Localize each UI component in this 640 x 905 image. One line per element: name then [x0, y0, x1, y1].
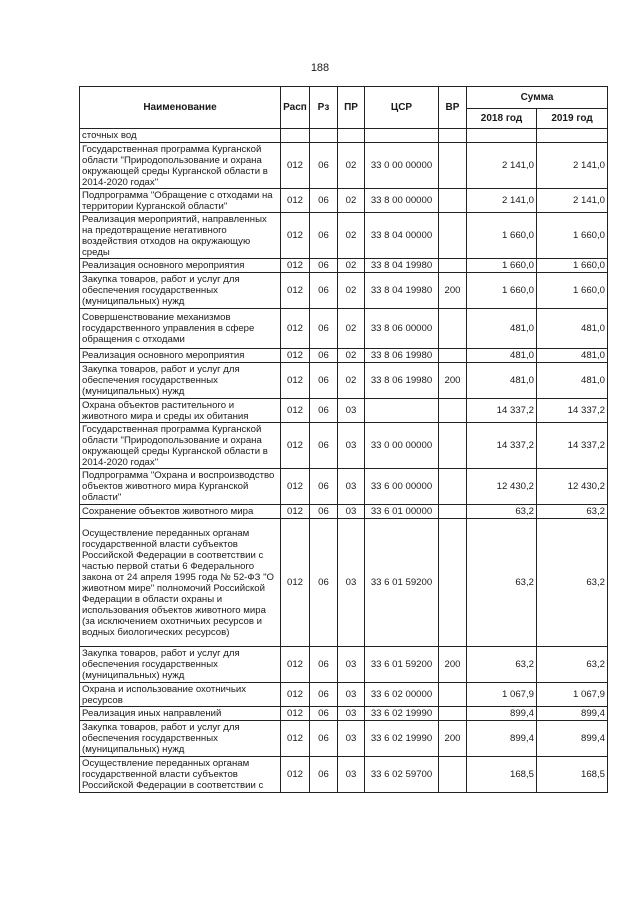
row-rz: 06 [310, 647, 338, 683]
row-vr [439, 309, 467, 349]
row-rz: 06 [310, 683, 338, 707]
row-csr: 33 8 06 19980 [365, 349, 439, 363]
row-rasp: 012 [281, 707, 310, 721]
row-rasp: 012 [281, 423, 310, 469]
header-rasp: Расп [281, 87, 310, 129]
header-name: Наименование [80, 87, 281, 129]
row-csr: 33 6 02 19990 [365, 721, 439, 757]
table-header [80, 87, 608, 129]
row-sum-2018: 1 660,0 [467, 213, 537, 259]
table-row [80, 399, 608, 423]
row-csr [365, 399, 439, 423]
table-row [80, 519, 608, 647]
row-pr: 03 [338, 647, 365, 683]
row-csr: 33 0 00 00000 [365, 143, 439, 189]
row-pr: 02 [338, 309, 365, 349]
row-rz: 06 [310, 363, 338, 399]
row-rz: 06 [310, 259, 338, 273]
row-sum-2018: 63,2 [467, 519, 537, 647]
row-sum-2019: 12 430,2 [537, 469, 608, 505]
row-csr: 33 6 01 59200 [365, 647, 439, 683]
row-vr: 200 [439, 273, 467, 309]
header-vr: ВР [439, 87, 467, 129]
row-pr: 03 [338, 505, 365, 519]
table-row [80, 273, 608, 309]
row-rasp: 012 [281, 519, 310, 647]
row-name: сточных вод [80, 129, 281, 143]
row-sum-2019: 899,4 [537, 707, 608, 721]
row-pr: 02 [338, 189, 365, 213]
row-name: Осуществление переданных органам государственной власти субъектов Российской Федерации в соответствии с частью первой статьи 6 Федерального закона от 24 апреля 1995 года № 52-ФЗ "О животном мире" полномочий Российской Федерации в области охраны и использования объектов животного мира (за исключением охотничьих ресурсов и водных биологических ресурсов) [80, 519, 281, 647]
row-name: Осуществление переданных органам государственной власти субъектов Российской Федерации в соответствии с [80, 757, 281, 793]
row-vr: 200 [439, 363, 467, 399]
table-row [80, 505, 608, 519]
row-pr: 02 [338, 349, 365, 363]
row-sum-2018: 481,0 [467, 309, 537, 349]
row-pr: 03 [338, 469, 365, 505]
row-sum-2019: 481,0 [537, 363, 608, 399]
row-vr [439, 707, 467, 721]
row-pr: 03 [338, 519, 365, 647]
table-row [80, 213, 608, 259]
table-row [80, 143, 608, 189]
row-name: Реализация основного мероприятия [80, 259, 281, 273]
row-vr [439, 129, 467, 143]
table-row [80, 309, 608, 349]
row-sum-2019: 481,0 [537, 309, 608, 349]
row-csr: 33 6 01 59200 [365, 519, 439, 647]
row-sum-2018: 63,2 [467, 647, 537, 683]
row-vr [439, 683, 467, 707]
row-sum-2018: 899,4 [467, 721, 537, 757]
header-2019: 2019 год [537, 109, 608, 129]
row-csr: 33 6 01 00000 [365, 505, 439, 519]
row-rz: 06 [310, 721, 338, 757]
row-sum-2019: 63,2 [537, 647, 608, 683]
row-name: Подпрограмма "Охрана и воспроизводство объектов животного мира Курганской области" [80, 469, 281, 505]
row-sum-2018: 1 660,0 [467, 273, 537, 309]
row-name: Закупка товаров, работ и услуг для обеспечения государственных (муниципальных) нужд [80, 363, 281, 399]
row-rasp: 012 [281, 273, 310, 309]
page-number: 188 [310, 62, 330, 74]
row-rasp: 012 [281, 259, 310, 273]
row-sum-2018: 1 660,0 [467, 259, 537, 273]
row-pr: 03 [338, 399, 365, 423]
row-sum-2018: 14 337,2 [467, 399, 537, 423]
row-name: Подпрограмма "Обращение с отходами на территории Курганской области" [80, 189, 281, 213]
row-rasp: 012 [281, 399, 310, 423]
table-row [80, 707, 608, 721]
row-sum-2018: 2 141,0 [467, 143, 537, 189]
row-csr: 33 6 00 00000 [365, 469, 439, 505]
row-pr: 03 [338, 757, 365, 793]
row-rz: 06 [310, 757, 338, 793]
row-vr [439, 399, 467, 423]
row-rasp [281, 129, 310, 143]
row-rasp: 012 [281, 143, 310, 189]
row-name: Охрана и использование охотничьих ресурсов [80, 683, 281, 707]
row-sum-2019: 168,5 [537, 757, 608, 793]
row-vr: 200 [439, 647, 467, 683]
row-sum-2019: 2 141,0 [537, 189, 608, 213]
row-csr: 33 6 02 19990 [365, 707, 439, 721]
row-sum-2019: 1 067,9 [537, 683, 608, 707]
row-sum-2019: 1 660,0 [537, 213, 608, 259]
table-row [80, 683, 608, 707]
row-sum-2019 [537, 129, 608, 143]
row-csr: 33 8 06 19980 [365, 363, 439, 399]
row-pr: 03 [338, 423, 365, 469]
row-sum-2018: 63,2 [467, 505, 537, 519]
row-vr [439, 519, 467, 647]
row-vr [439, 259, 467, 273]
row-rasp: 012 [281, 721, 310, 757]
row-rz: 06 [310, 505, 338, 519]
row-rz [310, 129, 338, 143]
header-csr: ЦСР [365, 87, 439, 129]
row-sum-2019: 899,4 [537, 721, 608, 757]
row-name: Государственная программа Курганской области "Природопользование и охрана окружающей среды Курганской области в 2014-2020 годах" [80, 423, 281, 469]
row-vr [439, 349, 467, 363]
row-vr [439, 423, 467, 469]
row-sum-2018: 481,0 [467, 349, 537, 363]
row-rasp: 012 [281, 189, 310, 213]
row-sum-2018 [467, 129, 537, 143]
row-pr: 02 [338, 259, 365, 273]
row-vr [439, 189, 467, 213]
row-rasp: 012 [281, 757, 310, 793]
row-sum-2018: 481,0 [467, 363, 537, 399]
row-name: Закупка товаров, работ и услуг для обеспечения государственных (муниципальных) нужд [80, 273, 281, 309]
row-sum-2019: 2 141,0 [537, 143, 608, 189]
row-pr [338, 129, 365, 143]
row-rasp: 012 [281, 505, 310, 519]
row-name: Государственная программа Курганской области "Природопользование и охрана окружающей среды Курганской области в 2014-2020 годах" [80, 143, 281, 189]
row-rz: 06 [310, 309, 338, 349]
row-sum-2019: 63,2 [537, 519, 608, 647]
row-name: Охрана объектов растительного и животного мира и среды их обитания [80, 399, 281, 423]
row-pr: 03 [338, 683, 365, 707]
row-sum-2019: 1 660,0 [537, 259, 608, 273]
row-sum-2018: 899,4 [467, 707, 537, 721]
table-row [80, 129, 608, 143]
row-pr: 02 [338, 143, 365, 189]
row-vr [439, 143, 467, 189]
row-sum-2018: 12 430,2 [467, 469, 537, 505]
row-rasp: 012 [281, 363, 310, 399]
row-rz: 06 [310, 213, 338, 259]
row-csr [365, 129, 439, 143]
row-vr: 200 [439, 721, 467, 757]
table-row [80, 423, 608, 469]
row-rz: 06 [310, 469, 338, 505]
row-rz: 06 [310, 189, 338, 213]
header-2018: 2018 год [467, 109, 537, 129]
row-pr: 02 [338, 213, 365, 259]
row-csr: 33 6 02 00000 [365, 683, 439, 707]
row-pr: 02 [338, 273, 365, 309]
table-row [80, 757, 608, 793]
row-rz: 06 [310, 399, 338, 423]
row-name: Совершенствование механизмов государственного управления в сфере обращения с отходами [80, 309, 281, 349]
row-sum-2018: 168,5 [467, 757, 537, 793]
row-csr: 33 8 04 19980 [365, 273, 439, 309]
row-name: Закупка товаров, работ и услуг для обеспечения государственных (муниципальных) нужд [80, 721, 281, 757]
row-vr [439, 757, 467, 793]
row-pr: 03 [338, 721, 365, 757]
row-vr [439, 505, 467, 519]
row-rz: 06 [310, 143, 338, 189]
row-csr: 33 0 00 00000 [365, 423, 439, 469]
row-sum-2019: 1 660,0 [537, 273, 608, 309]
row-sum-2019: 14 337,2 [537, 399, 608, 423]
header-sum: Сумма [467, 87, 608, 109]
row-sum-2018: 1 067,9 [467, 683, 537, 707]
row-name: Реализация иных направлений [80, 707, 281, 721]
row-rz: 06 [310, 273, 338, 309]
table-row [80, 363, 608, 399]
budget-table [79, 86, 608, 793]
table-row [80, 259, 608, 273]
row-name: Реализация основного мероприятия [80, 349, 281, 363]
row-name: Реализация мероприятий, направленных на предотвращение негативного воздействия отходов на окружающую среды [80, 213, 281, 259]
table-row [80, 469, 608, 505]
row-rz: 06 [310, 423, 338, 469]
row-csr: 33 8 04 00000 [365, 213, 439, 259]
table-row [80, 189, 608, 213]
table-row [80, 721, 608, 757]
header-rz: Рз [310, 87, 338, 129]
row-pr: 03 [338, 707, 365, 721]
row-rasp: 012 [281, 309, 310, 349]
row-rasp: 012 [281, 349, 310, 363]
table-body [80, 129, 608, 793]
row-rz: 06 [310, 707, 338, 721]
row-csr: 33 8 06 00000 [365, 309, 439, 349]
row-rasp: 012 [281, 213, 310, 259]
table-row [80, 647, 608, 683]
table-row [80, 349, 608, 363]
row-csr: 33 8 04 19980 [365, 259, 439, 273]
row-sum-2019: 481,0 [537, 349, 608, 363]
row-csr: 33 8 00 00000 [365, 189, 439, 213]
row-vr [439, 469, 467, 505]
row-rasp: 012 [281, 647, 310, 683]
row-rasp: 012 [281, 469, 310, 505]
row-pr: 02 [338, 363, 365, 399]
row-vr [439, 213, 467, 259]
row-sum-2019: 63,2 [537, 505, 608, 519]
row-sum-2018: 14 337,2 [467, 423, 537, 469]
row-rz: 06 [310, 519, 338, 647]
row-sum-2018: 2 141,0 [467, 189, 537, 213]
header-pr: ПР [338, 87, 365, 129]
row-csr: 33 6 02 59700 [365, 757, 439, 793]
row-rz: 06 [310, 349, 338, 363]
row-sum-2019: 14 337,2 [537, 423, 608, 469]
row-rasp: 012 [281, 683, 310, 707]
row-name: Сохранение объектов животного мира [80, 505, 281, 519]
row-name: Закупка товаров, работ и услуг для обеспечения государственных (муниципальных) нужд [80, 647, 281, 683]
